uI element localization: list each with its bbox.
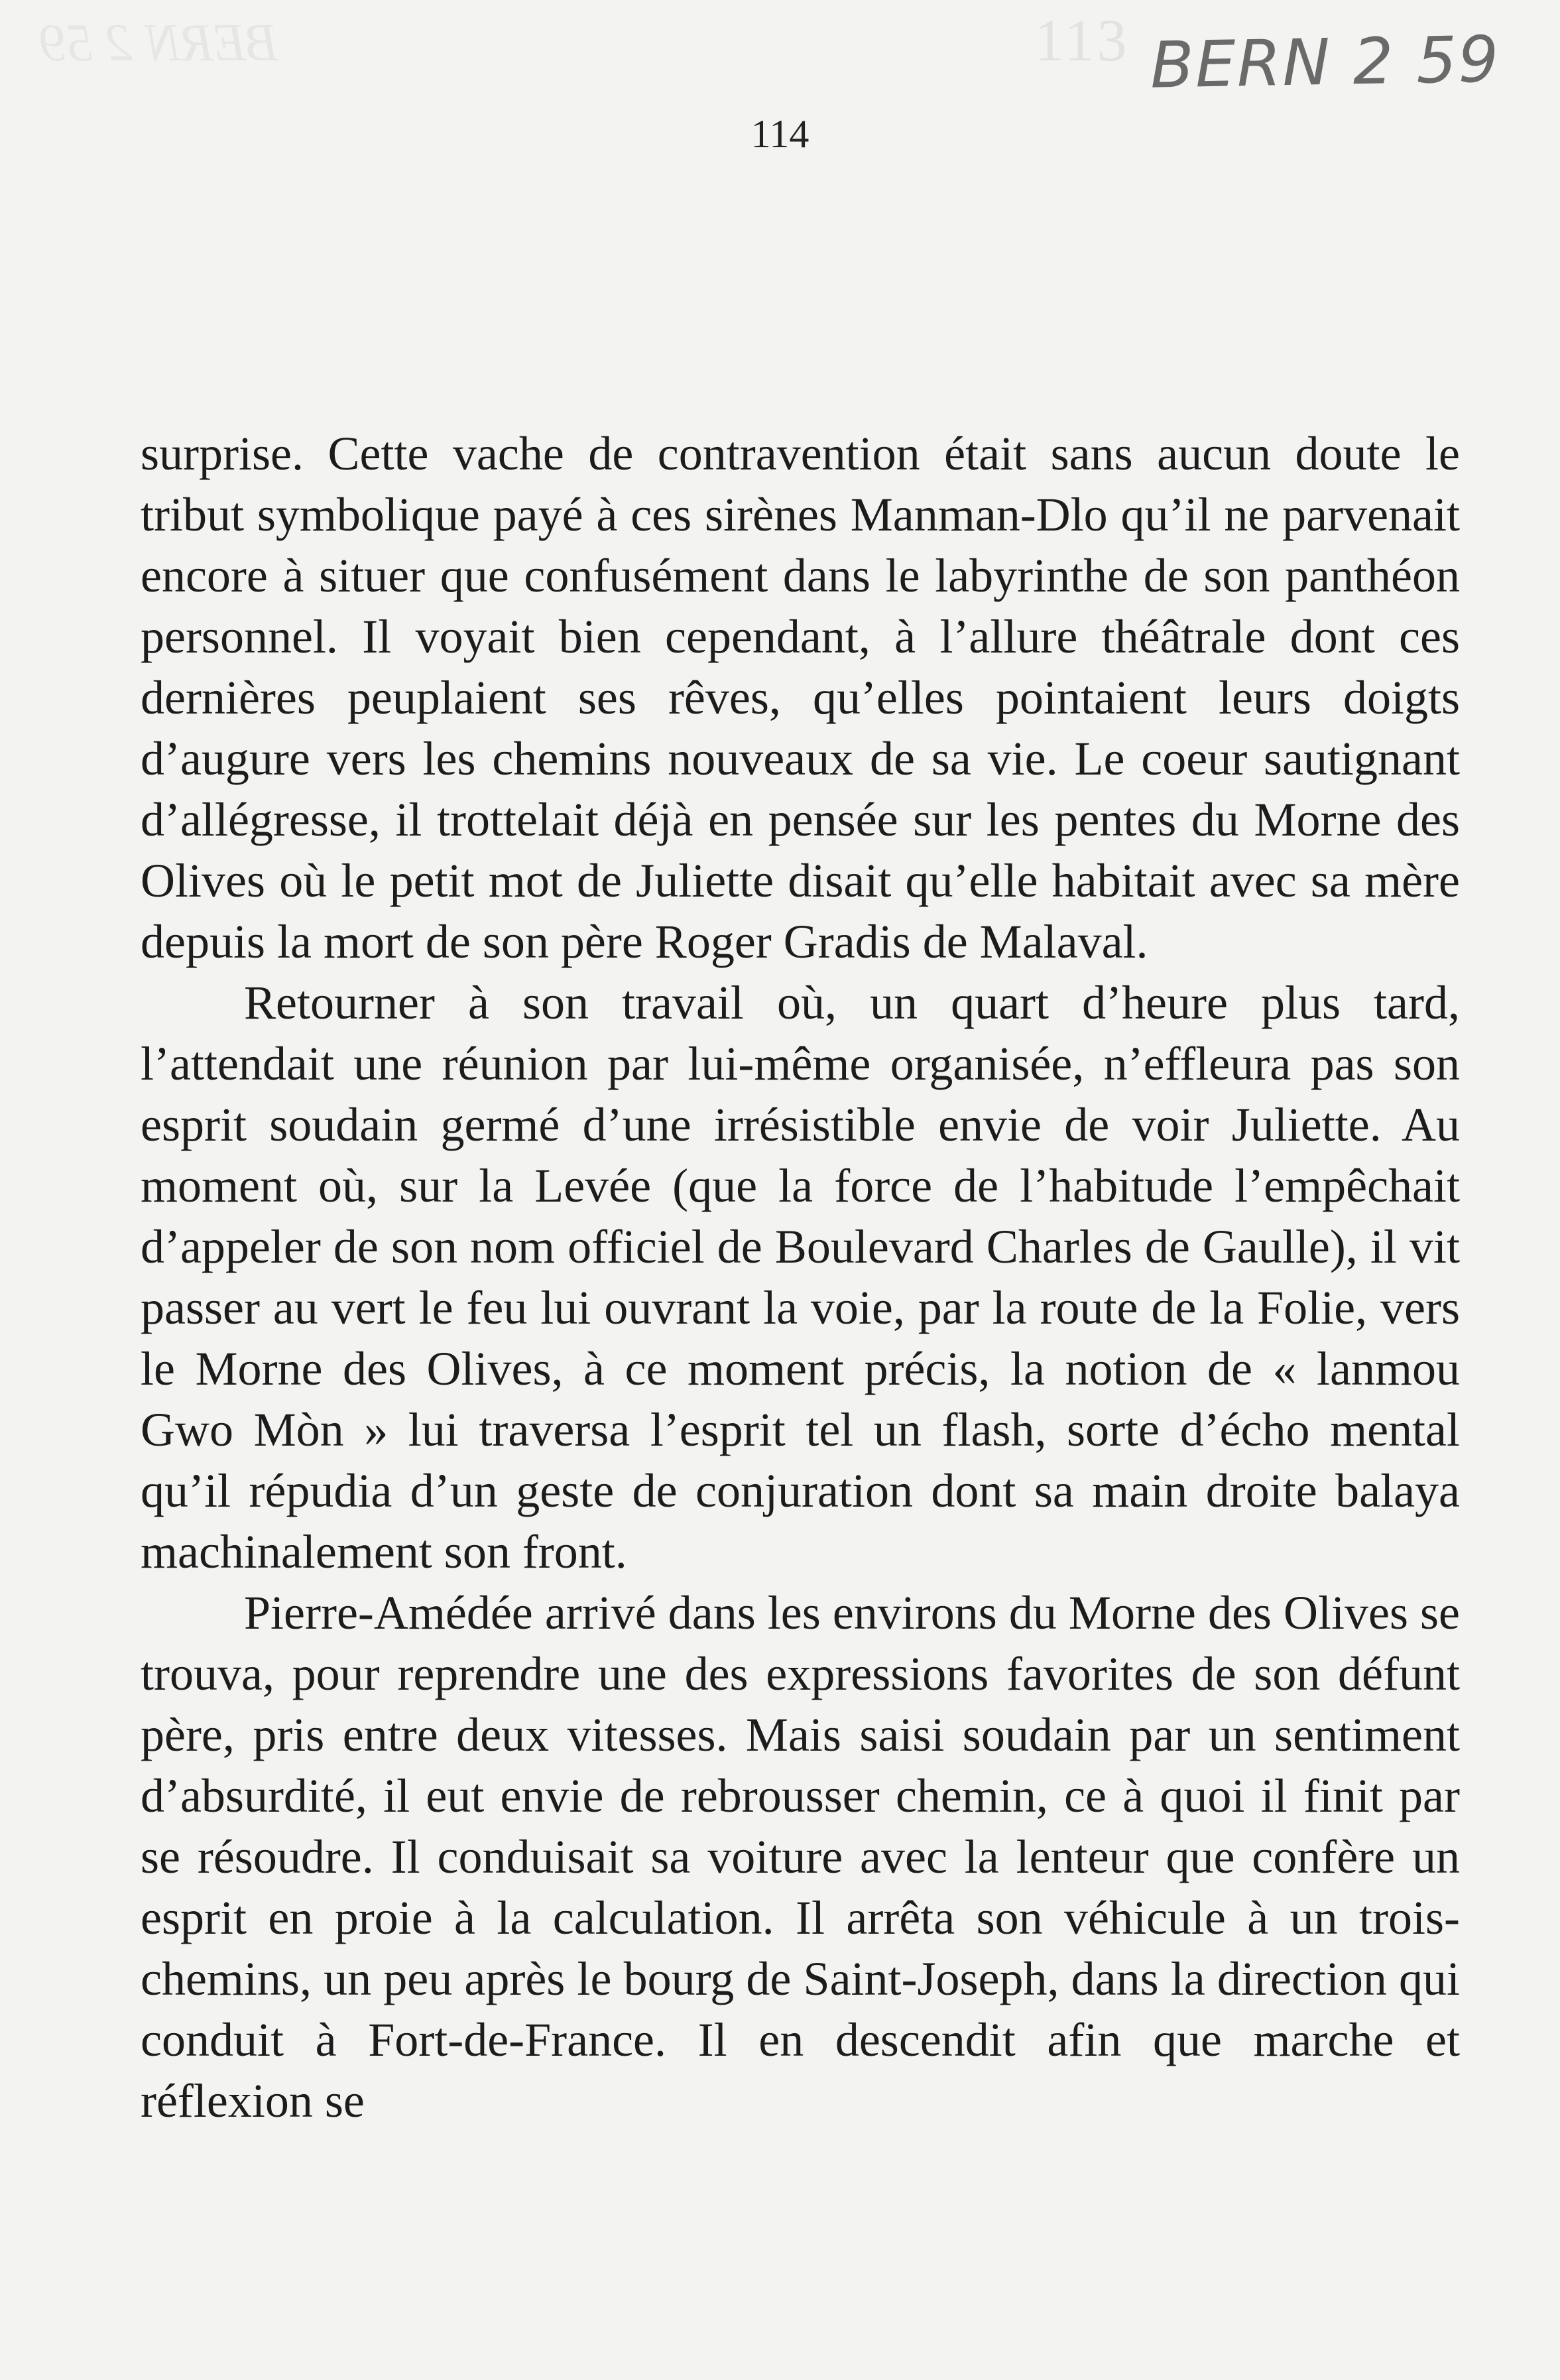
bleed-through-page-number: 113 — [1034, 8, 1130, 74]
paragraph: surprise. Cette vache de contravention était sans aucun doute le tribut symbolique payé à ces sirènes Manman-Dlo qu’il ne parvenait encore à situer que confusément dans le labyrinthe de son panthéon personnel. Il voyait bien cependant, à l’allure théâtrale dont ces dernières peuplaient ses rêves, qu’elles pointaient leurs doigts d’augure vers les chemins nouveaux de sa vie. Le coeur sautignant d’allégresse, il trottelait déjà en pensée sur les pentes du Morne des Olives où le petit mot de Juliette disait qu’elle habitait avec sa mère depuis la mort de son père Roger Gradis de Malaval. — [141, 427, 1460, 968]
paragraph: Retourner à son travail où, un quart d’heure plus tard, l’attendait une réunion par lui-même organisée, n’effleura pas son esprit soudain germé d’une irrésistible envie de voir Juliette. Au moment où, sur la Levée (que la force de l’habitude l’empêchait d’appeler de son nom officiel de Boulevard Charles de Gaulle), il vit passer au vert le feu lui ouvrant la voie, par la route de la Folie, vers le Morne des Olives, à ce moment précis, la notion de « lanmou Gwo Mòn » lui traversa l’esprit tel un flash, sorte d’écho mental qu’il répudia d’un geste de conjuration dont sa main droite balaya machinalement son front. — [141, 976, 1460, 1578]
archive-mark: BERN 2 59 — [1150, 22, 1501, 103]
page-number: 114 — [750, 112, 810, 156]
paragraph: Pierre-Amédée arrivé dans les environs du Morne des Olives se trouva, pour reprendre une des expressions favorites de son défunt père, pris entre deux vitesses. Mais saisi soudain par un sentiment d’absurdité, il eut envie de rebrousser chemin, ce à quoi il finit par se résoudre. Il conduisait sa voiture avec la lenteur que confère un esprit en proie à la calculation. Il arrêta son véhicule à un trois-chemins, un peu après le bourg de Saint-Joseph, dans la direction qui conduit à Fort-de-France. Il en descendit afin que marche et réflexion se — [141, 1586, 1460, 2127]
body-text — [141, 423, 1460, 2131]
bleed-through-mark-left: BERN 2 59 — [40, 14, 278, 72]
